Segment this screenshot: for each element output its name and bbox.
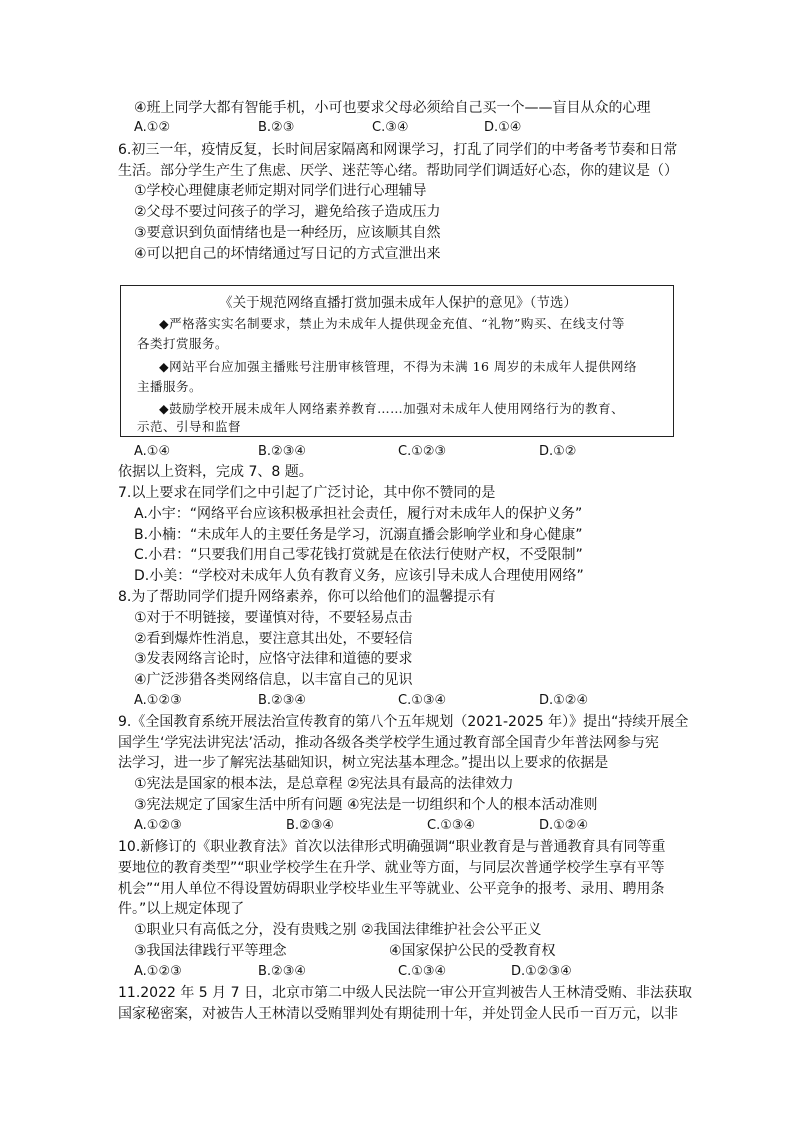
q10-stem-line4: 件。”以上规定体现了	[118, 901, 245, 917]
q8-item-3: ③发表网络言论时，应恪守法律和道德的要求	[134, 651, 413, 667]
q8-choice-b: B.②③④	[258, 693, 307, 708]
q7-option-d: D.小美：“学校对未成年人负有教育义务，应该引导未成人合理使用网络”	[134, 568, 584, 584]
material-line-3: ◆网站平台应加强主播账号注册审核管理，不得为未满 16 周岁的未成年人提供网络	[159, 359, 637, 374]
q10-choice-b: B.②③④	[258, 964, 307, 979]
q5-choice-c: C.③④	[372, 120, 409, 135]
q9-stem-line3: 法学习，进一步了解宪法基础知识，树立宪法基本理念。”提出以上要求的依据是	[118, 755, 609, 771]
q6-stem-line2: 生活。部分学生产生了焦虑、厌学、迷茫等心绪。帮助同学们调适好心态，你的建议是（）	[118, 163, 678, 179]
q9-choice-d: D.①②④	[539, 818, 589, 833]
q9-items-line2: ③宪法规定了国家生活中所有问题 ④宪法是一切组织和个人的根本活动准则	[134, 797, 598, 813]
q6-item-1: ①学校心理健康老师定期对同学们进行心理辅导	[134, 183, 427, 199]
q11-stem-line1: 11.2022 年 5 月 7 日，北京市第二中级人民法院一审公开宣判被告人王林清受贿、非法获取	[118, 985, 692, 1001]
q8-choice-a: A.①②③	[134, 693, 182, 708]
q6-item-3: ③要意识到负面情绪也是一种经历，应该顺其自然	[134, 225, 441, 241]
q9-stem-line2: 国学生‘学宪法讲宪法’活动，推动各级各类学校学生通过教育部全国青少年普法网参与宪	[118, 735, 659, 751]
material-title: 《关于规范网络直播打赏加强未成年人保护的意见》（节选）	[219, 295, 577, 311]
q8-choice-d: D.①②④	[539, 693, 589, 708]
q7-option-a: A.小宇：“网络平台应该积极承担社会责任，履行对未成年人的保护义务”	[134, 506, 583, 522]
q10-item-3: ③我国法律践行平等理念	[134, 943, 287, 959]
q9-choice-a: A.①②③	[134, 818, 182, 833]
q5-choice-a: A.①②	[134, 120, 171, 135]
material-line-2: 各类打赏服务。	[137, 336, 229, 351]
q6-item-4: ④可以把自己的坏情绪通过写日记的方式宣泄出来	[134, 246, 441, 262]
q8-choice-c: C.①③④	[398, 693, 447, 708]
material-line-6: 示范、引导和监督	[137, 419, 242, 434]
q10-choice-a: A.①②③	[134, 964, 182, 979]
material-line-4: 主播服务。	[137, 379, 203, 394]
q6-choice-c: C.①②③	[398, 444, 447, 459]
material-line-1: ◆严格落实实名制要求，禁止为未成年人提供现金充值、“礼物”购买、在线支付等	[159, 316, 625, 331]
q10-stem-line2: 要地位的教育类型”“职业学校学生在升学、就业等方面，与同层次普通学校学生享有平等	[118, 860, 665, 876]
q10-item-4: ④国家保护公民的受教育权	[389, 943, 556, 959]
q6-choice-d: D.①②	[539, 444, 577, 459]
q9-stem-line1: 9.《全国教育系统开展法治宣传教育的第八个五年规划（2021-2025 年）》提出“持续开展全	[118, 714, 689, 730]
q10-stem-line3: 机会”“用人单位不得设置妨碍职业学校毕业生平等就业、公平竞争的报考、录用、聘用条	[118, 881, 665, 897]
q6-choice-a: A.①④	[134, 444, 171, 459]
q10-choice-d: D.①②③④	[511, 964, 572, 979]
q11-stem-line2: 国家秘密案，对被告人王林清以受贿罪判处有期徒刑十年，并处罚金人民币一百万元，以非	[118, 1006, 678, 1022]
q7-stem: 7.以上要求在同学们之中引起了广泛讨论，其中你不赞同的是	[118, 485, 496, 501]
material-box	[120, 285, 674, 437]
q6-stem-line1: 6.初三一年，疫情反复，长时间居家隔离和网课学习，打乱了同学们的中考备考节奏和日常	[118, 142, 678, 158]
q8-item-2: ②看到爆炸性消息，要注意其出处，不要轻信	[134, 631, 413, 647]
q10-items-line1: ①职业只有高低之分，没有贵贱之别 ②我国法律维护社会公平正义	[134, 922, 542, 938]
material-line-5: ◆鼓励学校开展未成年人网络素养教育……加强对未成年人使用网络行为的教育、	[159, 401, 625, 416]
q9-choice-c: C.①③④	[427, 818, 476, 833]
intro-7-8: 依据以上资料，完成 7、8 题。	[118, 464, 313, 480]
q6-choice-b: B.②③④	[258, 444, 307, 459]
q5-item-4: ④班上同学大都有智能手机，小可也要求父母必须给自己买一个——盲目从众的心理	[134, 100, 651, 116]
q9-items-line1: ①宪法是国家的根本法，是总章程 ②宪法具有最高的法律效力	[134, 776, 514, 792]
q10-stem-line1: 10.新修订的《职业教育法》首次以法律形式明确强调“职业教育是与普通教育具有同等重	[118, 839, 666, 855]
q7-option-c: C.小君：“只要我们用自己零花钱打赏就是在依法行使财产权，不受限制”	[134, 547, 583, 563]
q9-choice-b: B.②③④	[286, 818, 335, 833]
q7-option-b: B.小楠：“未成年人的主要任务是学习，沉溺直播会影响学业和身心健康”	[134, 527, 583, 543]
q8-item-4: ④广泛涉猎各类网络信息，以丰富自己的见识	[134, 672, 413, 688]
q10-choice-c: C.①③④	[398, 964, 447, 979]
q8-item-1: ①对于不明链接，要谨慎对待，不要轻易点击	[134, 610, 413, 626]
q5-choice-b: B.②③	[258, 120, 295, 135]
q8-stem: 8.为了帮助同学们提升网络素养，你可以给他们的温馨提示有	[118, 589, 496, 605]
q6-item-2: ②父母不要过问孩子的学习，避免给孩子造成压力	[134, 204, 441, 220]
q5-choice-d: D.①④	[484, 120, 522, 135]
